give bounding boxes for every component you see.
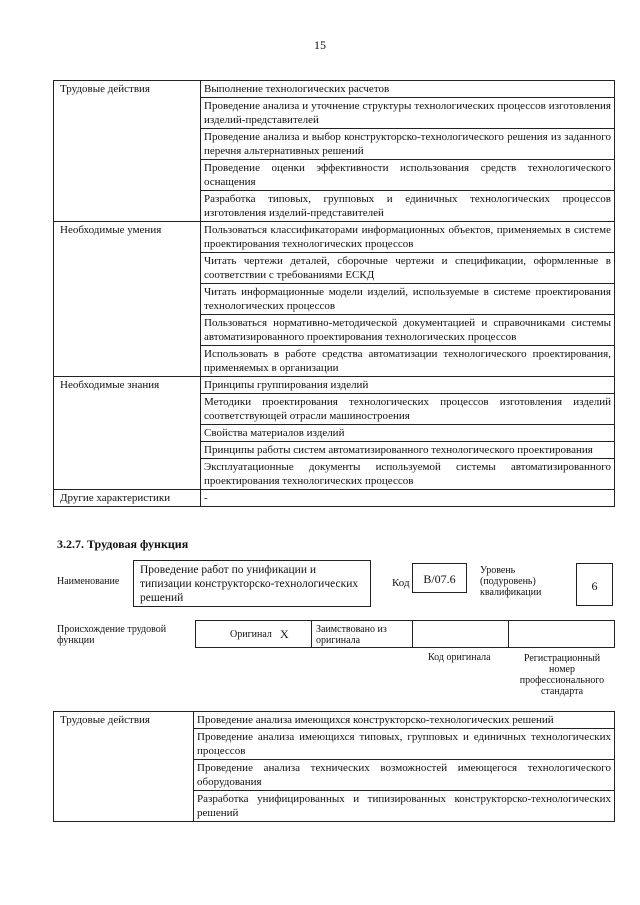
cell-divider	[508, 621, 509, 647]
table-cell: Проведение оценки эффективности использования средств технологического оснащения	[201, 160, 615, 191]
table-cell: Разработка унифицированных и типизированных конструкторско-технологических решений	[194, 791, 615, 822]
code-label: Код	[392, 577, 410, 589]
table-cell: Читать чертежи деталей, сборочные чертежи и спецификации, оформленные в соответствии с требованиями ЕСКД	[201, 253, 615, 284]
table-cell: Свойства материалов изделий	[201, 425, 615, 442]
level-value: 6	[591, 579, 598, 593]
table-row	[54, 712, 615, 729]
function-name-box	[133, 560, 371, 607]
level-label: Уровень (подуровень) квалификации	[480, 565, 542, 598]
table-row	[54, 222, 615, 253]
table-cell: Принципы работы систем автоматизированного технологического проектирования	[201, 442, 615, 459]
level-box	[576, 563, 613, 606]
table-cell: Проведение анализа имеющихся типовых, групповых и единичных технологических процессов	[194, 729, 615, 760]
borrowed-label: Заимствовано из оригинала	[316, 624, 387, 646]
table-cell: Читать информационные модели изделий, используемые в системе проектирования технологических процессов	[201, 284, 615, 315]
name-label: Наименование	[57, 576, 120, 587]
labor-actions-table	[53, 711, 615, 822]
table-cell: Эксплуатационные документы используемой системы автоматизированного проектирования технологических процессов	[201, 459, 615, 490]
code-original-label: Код оригинала	[428, 652, 491, 663]
table-row	[54, 81, 615, 98]
cell-divider	[412, 621, 413, 647]
origin-label: Происхождение трудовой функции	[57, 624, 167, 646]
table-row	[54, 490, 615, 507]
table-cell: Проведение анализа и выбор конструкторско-технологического решения из заданного перечня альтернативных решений	[201, 129, 615, 160]
cell-divider	[311, 621, 312, 647]
row-group-label: Трудовые действия	[54, 712, 194, 822]
table-cell: Методики проектирования технологических процессов изготовления изделий соответствующей отрасли машиностроения	[201, 394, 615, 425]
row-group-label: Необходимые знания	[54, 377, 201, 490]
page-number: 15	[314, 38, 326, 52]
original-label: Оригинал	[230, 629, 272, 640]
table-cell: Пользоваться нормативно-методической документацией и справочниками системы автоматизированного проектирования технологических процессов	[201, 315, 615, 346]
table-cell: Выполнение технологических расчетов	[201, 81, 615, 98]
table-row	[54, 377, 615, 394]
table-cell: Использовать в работе средства автоматизации технологического проектирования, применяемых в организации	[201, 346, 615, 377]
table-cell: Проведение анализа имеющихся конструкторско-технологических решений	[194, 712, 615, 729]
table-cell: -	[201, 490, 615, 507]
competency-table	[53, 80, 615, 507]
table-cell: Проведение анализа технических возможностей имеющегося технологического оборудования	[194, 760, 615, 791]
table-cell: Разработка типовых, групповых и единичных технологических процессов изготовления изделий-представителей	[201, 191, 615, 222]
row-group-label: Необходимые умения	[54, 222, 201, 377]
code-box	[412, 563, 467, 593]
table-cell: Проведение анализа и уточнение структуры технологических процессов изготовления изделий-представителей	[201, 98, 615, 129]
code-value: В/07.6	[423, 572, 456, 586]
section-title: 3.2.7. Трудовая функция	[57, 537, 189, 551]
function-name-value: Проведение работ по унификации и типизации конструкторско-технологических решений	[140, 564, 359, 604]
original-mark: Х	[280, 627, 289, 641]
row-group-label: Трудовые действия	[54, 81, 201, 222]
table-cell: Принципы группирования изделий	[201, 377, 615, 394]
table-cell: Пользоваться классификаторами информационных объектов, применяемых в системе проектирования технологических процессов	[201, 222, 615, 253]
registration-number-label: Регистрационный номер профессионального стандарта	[519, 653, 605, 697]
row-group-label: Другие характеристики	[54, 490, 201, 507]
